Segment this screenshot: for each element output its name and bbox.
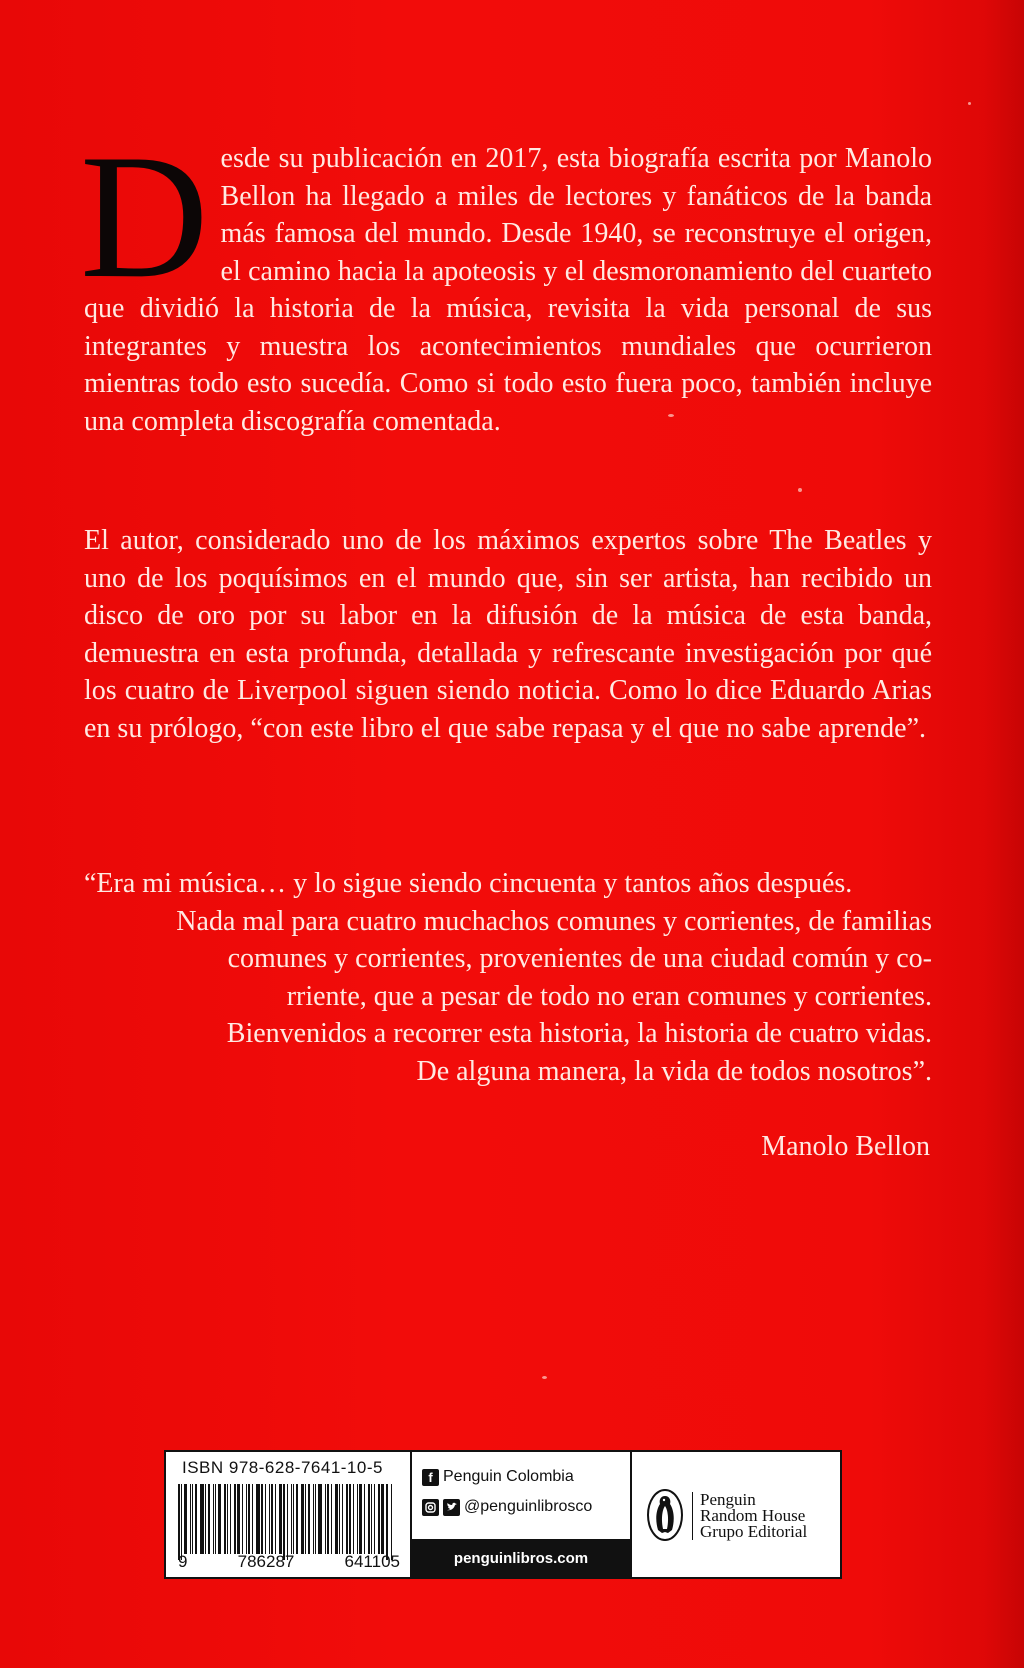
barcode-bar — [224, 1484, 226, 1554]
barcode-bar — [378, 1484, 380, 1554]
penguin-logo-icon — [646, 1488, 684, 1542]
barcode-bar — [357, 1484, 358, 1554]
barcode-bar — [296, 1484, 298, 1554]
barcode-bar — [386, 1484, 388, 1560]
print-speck — [668, 414, 674, 417]
drop-cap: D — [80, 117, 209, 315]
barcode-bar — [261, 1484, 263, 1554]
barcode-bar — [293, 1484, 294, 1554]
instagram-icon — [422, 1499, 439, 1516]
barcode-bar — [265, 1484, 266, 1554]
barcode-bar — [315, 1484, 316, 1554]
barcode-bar — [371, 1484, 372, 1554]
quote-line: Nada mal para cuatro muchachos comunes y corrientes, de familias — [176, 905, 932, 937]
facebook-icon: f — [422, 1469, 439, 1486]
barcode-digit-first: 9 — [178, 1552, 188, 1571]
barcode-bar — [353, 1484, 354, 1554]
barcode-bar — [215, 1484, 216, 1554]
cover-spine-edge — [984, 0, 1024, 1668]
barcode-bar — [339, 1484, 340, 1554]
isbn-number: ISBN 978-628-7641-10-5 — [182, 1458, 383, 1477]
quote-line: “Era mi música… y lo sigue siendo cincuenta y tantos años después. — [84, 868, 853, 899]
website-bar: penguinlibros.com — [412, 1539, 630, 1577]
barcode-bar — [218, 1484, 221, 1554]
print-speck — [968, 102, 971, 105]
barcode-bar — [318, 1484, 322, 1554]
barcode-bar — [283, 1484, 285, 1560]
barcode-panel — [164, 1450, 842, 1579]
barcode-bar — [381, 1484, 384, 1554]
barcode-bar — [327, 1484, 329, 1554]
barcode-bar — [246, 1484, 247, 1554]
publisher-name — [700, 1492, 807, 1540]
barcode-digits — [178, 1552, 400, 1572]
barcode-bar — [374, 1484, 375, 1554]
barcode-bar — [184, 1484, 187, 1554]
barcode-digit-group: 786287 — [237, 1552, 295, 1571]
facebook-row — [422, 1468, 574, 1486]
barcode-bar — [275, 1484, 276, 1554]
barcode-bar — [331, 1484, 332, 1554]
twitter-icon — [443, 1499, 460, 1516]
isbn-box — [166, 1452, 412, 1577]
barcode-bar — [248, 1484, 250, 1554]
barcode — [178, 1484, 400, 1554]
synopsis-text: esde su publicación en 2017, esta biografía escrita por Manolo Bellon ha llegado a miles de lectores y fanáticos de la banda más famosa del mundo. Desde 1940, se reconstruye el origen, el camino hacia la apoteosis y el desmoronamiento del cuarteto que dividió la historia de la música, revisita la vida personal de sus integrantes y muestra los acontecimientos mundiales que ocurrieron mientras todo esto sucedía. Como si todo esto fuera poco, también incluye una completa discografía comentada. — [84, 143, 932, 437]
barcode-bar — [269, 1484, 270, 1554]
barcode-bar — [346, 1484, 348, 1554]
barcode-bar — [252, 1484, 253, 1554]
facebook-label: Penguin Colombia — [443, 1468, 574, 1485]
barcode-bar — [190, 1484, 191, 1554]
handle-label: @penguinlibrosco — [464, 1498, 593, 1515]
barcode-bar — [178, 1484, 180, 1560]
barcode-bar — [271, 1484, 273, 1554]
publisher-line: Random House — [700, 1506, 806, 1525]
barcode-bar — [301, 1484, 304, 1554]
handle-row — [422, 1498, 592, 1516]
publisher-divider — [692, 1492, 693, 1540]
barcode-bar — [181, 1484, 182, 1560]
quote-line: rriente, que a pesar de todo no eran comunes y corrientes. — [286, 980, 932, 1012]
quote-line: comunes y corrientes, provenientes de una ciudad común y co- — [227, 943, 932, 974]
barcode-bar — [359, 1484, 362, 1554]
barcode-bar — [279, 1484, 282, 1554]
barcode-bar — [230, 1484, 231, 1554]
barcode-bar — [291, 1484, 292, 1554]
publisher-line: Grupo Editorial — [700, 1522, 808, 1541]
barcode-bar — [313, 1484, 314, 1554]
synopsis-paragraph — [80, 117, 932, 440]
quote-author: Manolo Bellon — [761, 1131, 930, 1162]
barcode-bar — [364, 1484, 365, 1554]
barcode-bar — [308, 1484, 310, 1554]
barcode-bar — [208, 1484, 210, 1554]
barcode-bar — [335, 1484, 338, 1554]
print-speck — [798, 488, 802, 492]
barcode-bar — [213, 1484, 214, 1554]
barcode-digit-group: 641105 — [344, 1552, 400, 1571]
barcode-bar — [287, 1484, 288, 1560]
publisher-line: Penguin — [700, 1490, 756, 1509]
barcode-bar — [305, 1484, 306, 1554]
barcode-bar — [227, 1484, 228, 1554]
barcode-bar — [325, 1484, 326, 1554]
barcode-bar — [234, 1484, 236, 1554]
barcode-bar — [342, 1484, 343, 1554]
barcode-bar — [237, 1484, 240, 1554]
barcode-bar — [391, 1484, 392, 1560]
barcode-bar — [205, 1484, 206, 1554]
barcode-bar — [256, 1484, 260, 1554]
barcode-bar — [349, 1484, 351, 1554]
author-paragraph: El autor, considerado uno de los máximos expertos sobre The Beatles y uno de los poquísimos en el mundo que, sin ser artista, han recibido un disco de oro por su labor en la difusión de la música de esta banda, demuestra en esta profunda, detallada y refrescante investigación por qué los cuatro de Liverpool siguen siendo noticia. Como lo dice Eduardo Arias en su prólogo, “con este libro el que sabe repasa y el que no sabe aprende”. — [84, 525, 932, 744]
print-speck — [542, 1376, 547, 1379]
quote-line: Bienvenidos a recorrer esta historia, la historia de cuatro vidas. — [226, 1018, 932, 1049]
social-box — [412, 1452, 632, 1577]
barcode-bar — [192, 1484, 193, 1554]
barcode-bar — [368, 1484, 370, 1554]
publisher-box — [632, 1452, 840, 1577]
barcode-bar — [195, 1484, 197, 1554]
barcode-bar — [200, 1484, 204, 1554]
author-quote — [84, 865, 932, 1090]
barcode-bar — [242, 1484, 243, 1554]
quote-line: De alguna manera, la vida de todos nosotros”. — [416, 1055, 932, 1087]
